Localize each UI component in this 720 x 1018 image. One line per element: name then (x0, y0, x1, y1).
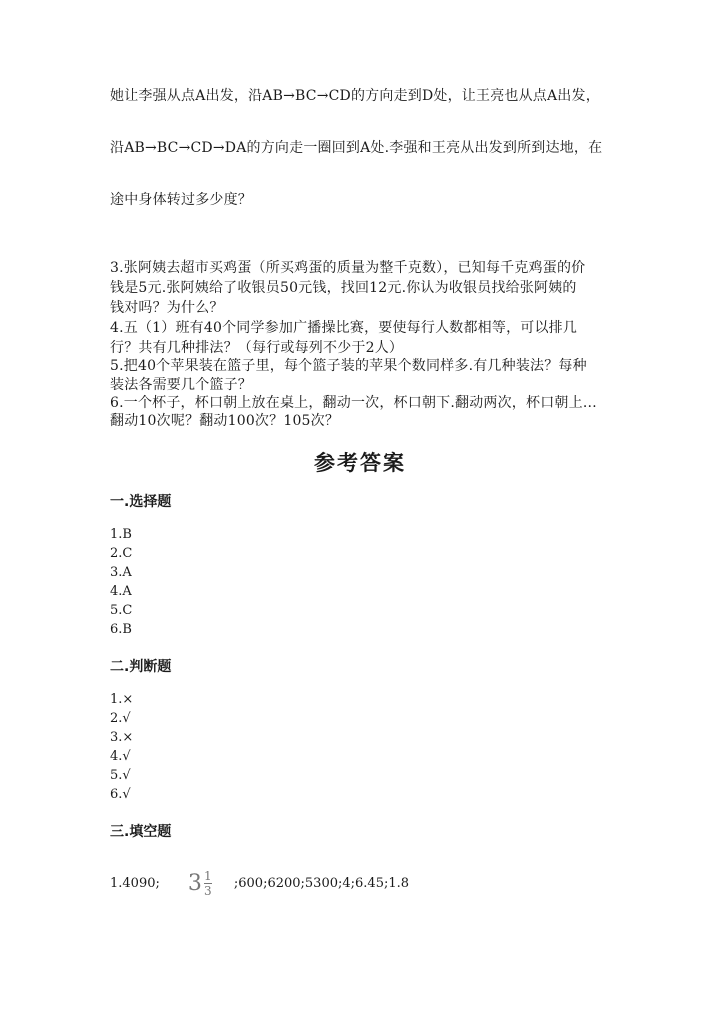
judge-answer-6: 6.√ (110, 787, 131, 802)
problem-2-line-3: 途中身体转过多少度？ (110, 192, 252, 208)
judge-answer-5: 5.√ (110, 768, 131, 783)
fraction-denominator: 3 (204, 883, 212, 898)
fraction-numerator: 1 (204, 868, 212, 883)
fill-answer-prefix: 1.4090; (110, 875, 160, 891)
judge-answer-1: 1.× (110, 692, 134, 707)
section-fill-heading: 三.填空题 (110, 824, 172, 840)
choice-answer-3: 3.A (110, 565, 132, 580)
problem-3-line-2: 钱是5元.张阿姨给了收银员50元钱，找回12元.你认为收银员找给张阿姨的 (110, 280, 577, 296)
section-choice-heading: 一.选择题 (110, 494, 172, 510)
choice-answer-2: 2.C (110, 546, 133, 561)
fill-answer-suffix: ;600;6200;5300;4;6.45;1.8 (233, 875, 410, 891)
problem-4-line-1: 4.五（1）班有40个同学参加广播操比赛，要使每行人数都相等，可以排几 (110, 320, 578, 336)
problem-5-line-1: 5.把40个苹果装在篮子里，每个篮子装的苹果个数同样多.有几种装法？每种 (110, 358, 587, 374)
choice-answer-4: 4.A (110, 584, 132, 599)
choice-answer-6: 6.B (110, 622, 132, 637)
choice-answer-5: 5.C (110, 603, 133, 618)
mixed-number (188, 870, 212, 897)
mixed-number-whole: 3 (187, 870, 202, 896)
problem-5-line-2: 装法各需要几个篮子？ (110, 377, 252, 393)
mixed-number-fraction (204, 870, 212, 897)
fill-answer-1 (110, 868, 409, 898)
choice-answer-1: 1.B (110, 527, 132, 542)
judge-answer-4: 4.√ (110, 749, 131, 764)
problem-6-line-1: 6.一个杯子，杯口朝上放在桌上，翻动一次，杯口朝下.翻动两次，杯口朝上… (110, 395, 598, 411)
judge-answer-3: 3.× (110, 730, 134, 745)
problem-2-line-1: 她让李强从点A出发，沿AB→BC→CD的方向走到D处，让王亮也从点A出发， (110, 88, 600, 104)
problem-2-line-2: 沿AB→BC→CD→DA的方向走一圈回到A处.李强和王亮从出发到所到达地，在 (110, 140, 603, 156)
problem-3-line-1: 3.张阿姨去超市买鸡蛋（所买鸡蛋的质量为整千克数），已知每千克鸡蛋的价 (110, 260, 586, 276)
problem-4-line-2: 行？共有几种排法？（每行或每列不少于2人） (110, 340, 404, 356)
problem-6-line-2: 翻动10次呢？翻动100次？105次？ (110, 413, 340, 429)
answer-title: 参考答案 (314, 450, 406, 475)
section-judge-heading: 二.判断题 (110, 659, 172, 675)
problem-3-line-3: 钱对吗？为什么？ (110, 300, 224, 316)
judge-answer-2: 2.√ (110, 711, 131, 726)
